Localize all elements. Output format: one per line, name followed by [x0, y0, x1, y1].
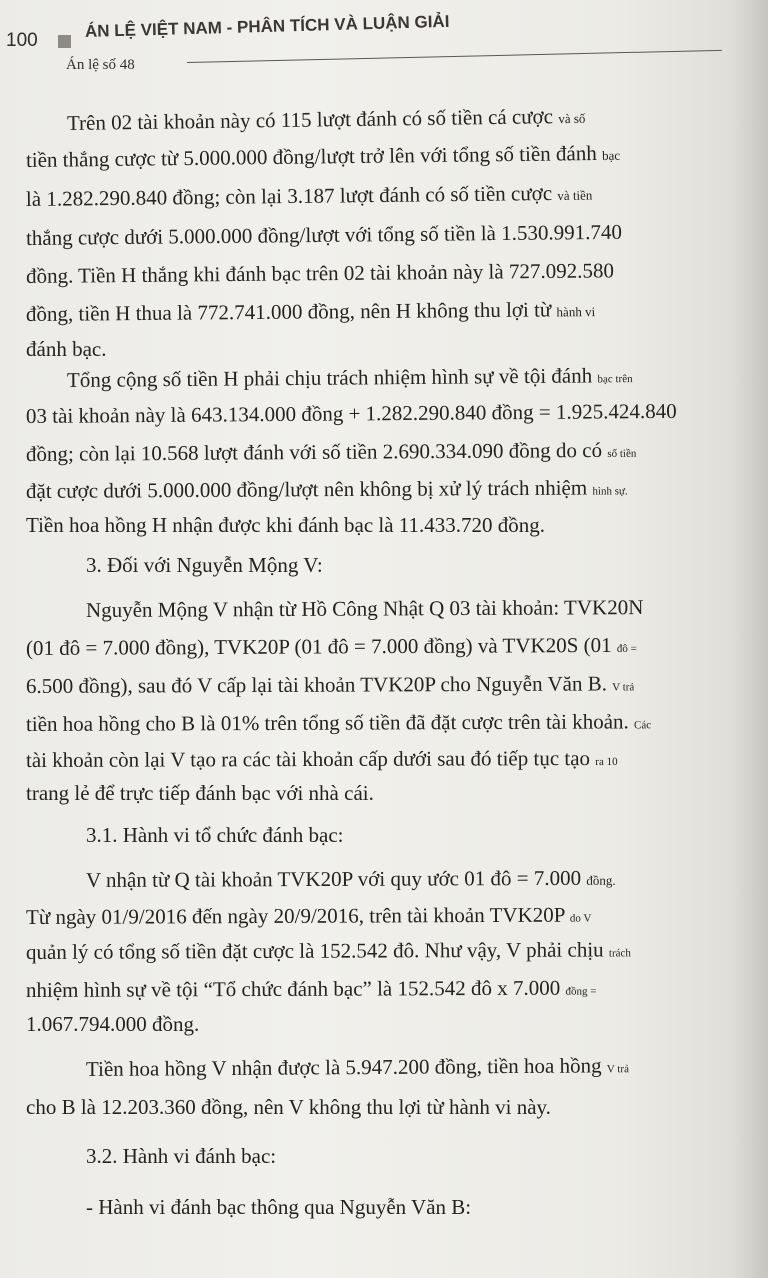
header-rule	[187, 50, 722, 63]
text-line: đặt cược dưới 5.000.000 đồng/lượt nên không bị xử lý trách nhiệm hình sự.	[25, 475, 628, 503]
text-line: đồng, tiền H thua là 772.741.000 đồng, nên H không thu lợi từ hành vi	[25, 297, 596, 326]
text-line: V nhận từ Q tài khoản TVK20P với quy ước 01 đô = 7.000 đồng.	[85, 865, 616, 892]
subsection-heading: 3.2. Hành vi đánh bạc:	[86, 1144, 277, 1168]
header-square-icon	[58, 35, 71, 48]
text-line: đồng; còn lại 10.568 lượt đánh với số tiền 2.690.334.090 đồng do có số tiền	[25, 437, 637, 466]
text-line: Trên 02 tài khoản này có 115 lượt đánh có số tiền cá cược và số	[66, 104, 586, 135]
text-line: nhiệm hình sự về tội “Tổ chức đánh bạc” là 152.542 đô x 7.000 đồng =	[25, 975, 597, 1002]
text-line: 6.500 đồng), sau đó V cấp lại tài khoản TVK20P cho Nguyễn Văn B. V trả	[25, 671, 635, 698]
text-line: Tiền hoa hồng H nhận được khi đánh bạc là 11.433.720 đồng.	[26, 513, 546, 537]
text-line: 03 tài khoản này là 643.134.000 đồng + 1.282.290.840 đồng = 1.925.424.840	[25, 398, 677, 428]
text-line: cho B là 12.203.360 đồng, nên V không thu lợi từ hành vi này.	[26, 1095, 551, 1119]
text-line: trang lẻ để trực tiếp đánh bạc với nhà cái.	[26, 781, 374, 805]
text-line: Tổng cộng số tiền H phải chịu trách nhiệm hình sự về tội đánh bạc trên	[66, 363, 633, 392]
text-line: thắng cược dưới 5.000.000 đồng/lượt với tổng số tiền là 1.530.991.740	[25, 219, 623, 250]
section-heading: 3. Đối với Nguyễn Mộng V:	[86, 553, 323, 577]
case-label: Án lệ số 48	[66, 57, 135, 73]
text-line: (01 đô = 7.000 đồng), TVK20P (01 đô = 7.000 đồng) và TVK20S (01 đô =	[25, 632, 637, 660]
text-line: Tiền hoa hồng V nhận được là 5.947.200 đồng, tiền hoa hồng V trả	[85, 1053, 629, 1081]
text-line: là 1.282.290.840 đồng; còn lại 3.187 lượt đánh có số tiền cược và tiền	[25, 180, 593, 211]
text-line: Nguyễn Mộng V nhận từ Hồ Công Nhật Q 03 tài khoản: TVK20N	[85, 595, 644, 622]
text-line: 1.067.794.000 đồng.	[26, 1012, 200, 1036]
page-number: 100	[6, 30, 38, 51]
text-line: đồng. Tiền H thắng khi đánh bạc trên 02 tài khoản này là 727.092.580	[25, 258, 615, 288]
text-line: quản lý có tổng số tiền đặt cược là 152.542 đô. Như vậy, V phải chịu trách	[25, 937, 631, 964]
text-line: - Hành vi đánh bạc thông qua Nguyễn Văn B:	[86, 1195, 472, 1219]
page-curl-shadow	[728, 0, 768, 1278]
subsection-heading: 3.1. Hành vi tổ chức đánh bạc:	[86, 823, 344, 847]
text-line: tài khoản còn lại V tạo ra các tài khoản cấp dưới sau đó tiếp tục tạo ra 10	[25, 746, 618, 772]
text-line: tiền thắng cược từ 5.000.000 đồng/lượt trở lên với tổng số tiền đánh bạc	[25, 140, 621, 172]
text-line: đánh bạc.	[26, 337, 107, 361]
text-line: tiền hoa hồng cho B là 01% trên tổng số tiền đã đặt cược trên tài khoản. Các	[25, 709, 652, 736]
text-line: Từ ngày 01/9/2016 đến ngày 20/9/2016, trên tài khoản TVK20P do V	[25, 902, 592, 929]
running-title: ÁN LỆ VIỆT NAM - PHÂN TÍCH VÀ LUẬN GIẢI	[84, 11, 450, 41]
